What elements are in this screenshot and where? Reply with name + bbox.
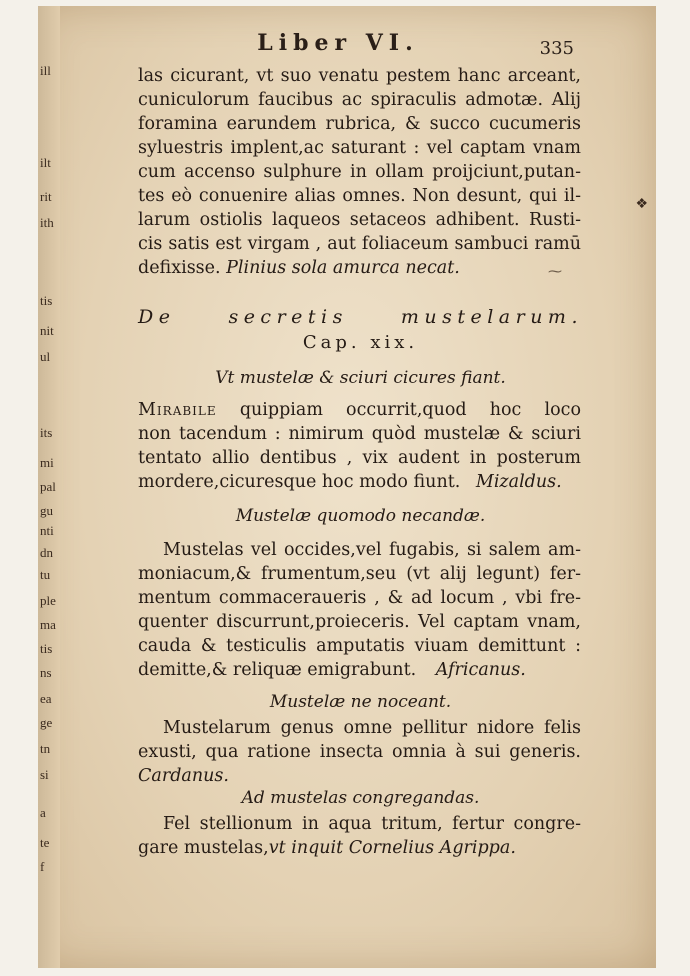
citation: vt inquit Cornelius Agrippa. [268,838,516,858]
citation: Mizaldus. [475,472,562,492]
section-line: Mustelas vel occides,vel fugabis, si salem am- [163,540,581,560]
book-page [38,6,656,968]
section-heading: Mustelæ ne noceant. [269,692,452,712]
paragraph-line: cum accenso sulphure in ollam proijciunt,putan- [138,162,581,182]
lead-word: Mirabile [138,400,217,420]
margin-fragment: ple [40,593,56,608]
margin-fragment: f [40,859,45,874]
folio-number: 335 [539,38,574,59]
paragraph-line: tes eò conuenire alias omnes. Non desunt, qui il- [138,186,581,206]
margin-fragment: ilt [40,155,51,170]
running-head: Liber VI. [257,30,419,56]
section-line: Mustelarum genus omne pellitur nidore felis [163,718,581,738]
paragraph-line: las cicurant, vt suo venatu pestem hanc arceant, [138,66,581,86]
section-line: mentum commaceraueris , & ad locum , vbi fre- [138,588,581,608]
margin-fragment: tis [40,293,53,308]
margin-fragment: ith [40,215,54,230]
citation: Plinius sola amurca necat. [226,258,460,278]
section-last-line [138,658,581,682]
margin-fragment: tn [40,741,51,756]
margin-fragment: nit [40,323,54,338]
margin-fragment: nti [40,523,54,538]
margin-fragment: tis [40,641,53,656]
section-heading: Mustelæ quomodo necandæ. [235,506,486,526]
ornament-mark: ⁓ [548,264,562,280]
section-line: exusti, qua ratione insecta omnia à sui generis. [138,742,581,762]
margin-fragment: rit [40,189,52,204]
section-line: moniacum,& frumentum,seu (vt alij legunt) fer- [138,564,581,584]
margin-fragment: te [40,835,50,850]
paragraph-line: syluestris implent,ac saturant : vel captam vnam [138,138,581,158]
paragraph-opening-last-line [138,256,581,280]
margin-fragment: si [40,767,49,782]
margin-fragment: tu [40,567,51,582]
line-text: quippiam occurrit,quod hoc loco [239,400,581,420]
paragraph-line: foramina earundem rubrica, & succo cucumeris [138,114,581,134]
margin-fragment: ma [40,617,56,632]
line-text: defixisse. [138,258,221,278]
paragraph-line: cuniculorum faucibus ac spiraculis admotæ. Alij [138,90,581,110]
citation: Africanus. [435,660,526,680]
line-text: demitte,& reliquæ emigrabunt. [138,660,417,680]
margin-fragment: ea [40,691,52,706]
section-last-line [138,470,581,494]
margin-fragment: gu [40,503,53,518]
margin-fragment: mi [40,455,54,470]
margin-fragment: ill [40,63,51,78]
line-text: gare mustelas, [138,838,269,858]
margin-fragment: a [40,805,46,820]
chapter-number: Cap. xix. [302,332,419,353]
section-line: Fel stellionum in aqua tritum, fertur congre- [163,814,581,834]
citation: Cardanus. [138,766,229,786]
section-last-line [138,836,581,860]
section-line: tentato allio dentibus , vix audent in posterum [138,448,581,468]
section-line: non tacendum : nimirum quòd mustelæ & sciuri [138,424,581,444]
edge-blot-icon: ❖ [635,196,648,212]
section-line: cauda & testiculis amputatis viuam demittunt : [138,636,581,656]
margin-fragment: ge [40,715,53,730]
margin-fragment: dn [40,545,53,560]
margin-fragment: ul [40,349,51,364]
section-heading: Ad mustelas congregandas. [241,788,480,808]
line-text: mordere,cicuresque hoc modo fiunt. [138,472,461,492]
margin-fragment: ns [40,665,52,680]
paragraph-line: cis satis est virgam , aut foliaceum sambuci ramū [138,234,581,254]
margin-fragment: its [40,425,53,440]
section-line [138,398,581,422]
paragraph-line: larum ostiolis laqueos setaceos adhibent. Rusti- [138,210,581,230]
margin-fragment: pal [40,479,56,494]
section-heading: Vt mustelæ & sciuri cicures fiant. [215,368,506,388]
section-line: quenter discurrunt,proieceris. Vel captam vnam, [138,612,581,632]
chapter-title: De secretis mustelarum. [138,306,583,328]
